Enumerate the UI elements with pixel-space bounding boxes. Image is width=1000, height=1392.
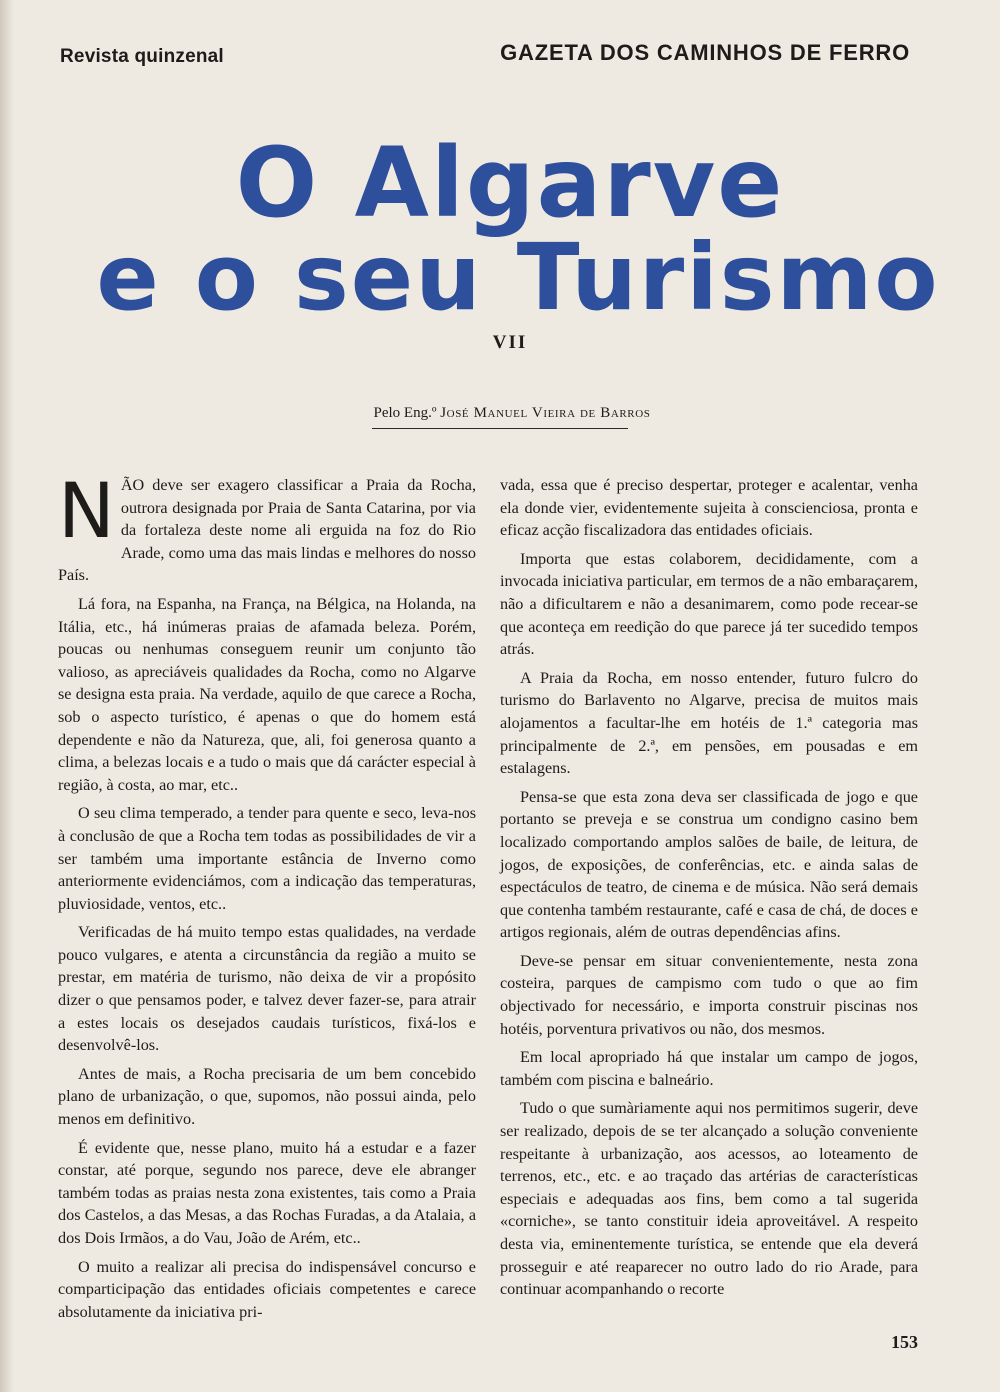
paragraph: Em local apropriado há que instalar um campo de jogos, também com piscina e balneário.: [500, 1048, 918, 1089]
paragraph: Antes de mais, a Rocha precisaria de um bem concebido plano de urbanização, o que, supomos, não possui ainda, pelo menos em definitivo.: [58, 1064, 476, 1129]
article-column-right: [500, 474, 918, 1307]
paragraph: O seu clima temperado, a tender para quente e seco, leva-nos à conclusão de que a Rocha tem todas as possibilidades de vir a ser também uma importante estância de Inverno como anteriormente evidenciámos, com a indicação das temperaturas, pluviosidade, ventos, etc..: [58, 804, 476, 913]
paragraph: Importa que estas colaborem, decididamente, com a invocada iniciativa particular, em termos de a não embaraçarem, não a dificultarem e não a desanimarem, como pode recear-se que aconteça em reedição do que parece já ter sucedido tempos atrás.: [500, 549, 918, 659]
byline-author: José Manuel Vieira de Barros: [440, 405, 651, 421]
paragraph: O muito a realizar ali precisa do indispensável concurso e comparticipação das entidades oficiais competentes e carece absolutamente da iniciativa pri-: [58, 1257, 476, 1321]
paragraph: Verificadas de há muito tempo estas qualidades, na verdade pouco vulgares, e atenta a circunstância da região a muito se prestar, em matéria de turismo, não deixa de vir a propósito dizer o que pensamos poder, e talvez dever fazer-se, para atrair a estes locais os desejados caudais turísticos, fixá-los e desenvolvê-los.: [58, 923, 476, 1055]
paragraph: vada, essa que é preciso despertar, proteger e acalentar, venha ela donde vier, evidentemente sujeita à conscienciosa, pronta e eficaz acção fiscalizadora das entidades oficiais.: [500, 476, 918, 540]
header-periodicity: Revista quinzenal: [60, 46, 224, 67]
article-part-number: VII: [492, 332, 528, 353]
byline-underline: [372, 428, 628, 429]
byline-prefix: Pelo Eng.º: [373, 405, 437, 421]
article-title-line-1: O Algarve: [235, 127, 785, 239]
paragraph: Deve-se pensar em situar convenientemente, nesta zona costeira, parques de campismo com tudo o que ao fim objectivado for necessário, e importa construir piscinas nos hotéis, porventura privativos ou não, dos mesmos.: [500, 951, 918, 1038]
byline: [0, 405, 1000, 422]
drop-cap: N: [58, 466, 115, 555]
paragraph: [58, 466, 476, 587]
article-title-line-2: e o seu Turismo: [96, 224, 940, 331]
paragraph-text: ÃO deve ser exagero classificar a Praia da Rocha, outrora designada por Praia de Santa Catarina, por via da fortaleza deste nome ali erguida na foz do Rio Arade, como uma das mais lindas e melhores do nosso País.: [58, 476, 476, 585]
page-number: 153: [891, 1332, 918, 1352]
article-column-left: [58, 466, 476, 1329]
paragraph: É evidente que, nesse plano, muito há a estudar e a fazer constar, até porque, segundo nos parece, deve ele abranger também todas as praias nesta zona existentes, tais como a Praia dos Castelos, a das Mesas, a das Rochas Furadas, a da Atalaia, a dos Dois Irmãos, a do Vau, João de Arém, etc..: [58, 1138, 476, 1247]
header-publication-name: GAZETA DOS CAMINHOS DE FERRO: [500, 40, 910, 65]
paragraph: Pensa-se que esta zona deva ser classificada de jogo e que portanto se preveja e se construa um condigno casino bem localizado comportando amplos salões de baile, de leitura, de jogos, de exposições, de conferências, etc. e ainda salas de espectáculos de teatro, de cinema e de música. Não será demais que contenha também restaurante, café e casa de chá, de doces e artigos regionais, além de outras dependências afins.: [500, 787, 918, 942]
paragraph: Lá fora, na Espanha, na França, na Bélgica, na Holanda, na Itália, etc., há inúmeras praias de afamada beleza. Porém, poucas ou nenhumas conseguem reunir um conjunto tão valioso, as apreciáveis qualidades da Rocha, como no Algarve se designa esta praia. Na verdade, aquilo de que carece a Rocha, sob o aspecto turístico, é apenas o que do homem está dependente e não da Natureza, que, ali, foi generosa quanto a clima, a belezas locais e a tudo o mais que dá carácter especial à região, à costa, ao mar, etc..: [58, 594, 476, 794]
paragraph: Tudo o que sumàriamente aqui nos permitimos sugerir, deve ser realizado, depois de se ter alcançado a solução conveniente respeitante à urbanização, aos acessos, ao loteamento de terrenos, etc., etc. e ao traçado das artérias de características especiais e adequadas aos fins, bem como a tal sugerida «corniche», se tanto constituir ideia aproveitável. A respeito desta via, eminentemente turística, se entende que ela deverá prosseguir e até reaparecer no outro lado do rio Arade, para continuar acompanhando o recorte: [500, 1099, 918, 1299]
paragraph: A Praia da Rocha, em nosso entender, futuro fulcro do turismo do Barlavento no Algarve, precisa de muitos mais alojamentos a facultar-lhe em hotéis de 1.ª categoria mas principalmente de 2.ª, em pensões, em pousadas e em estalagens.: [500, 668, 918, 778]
